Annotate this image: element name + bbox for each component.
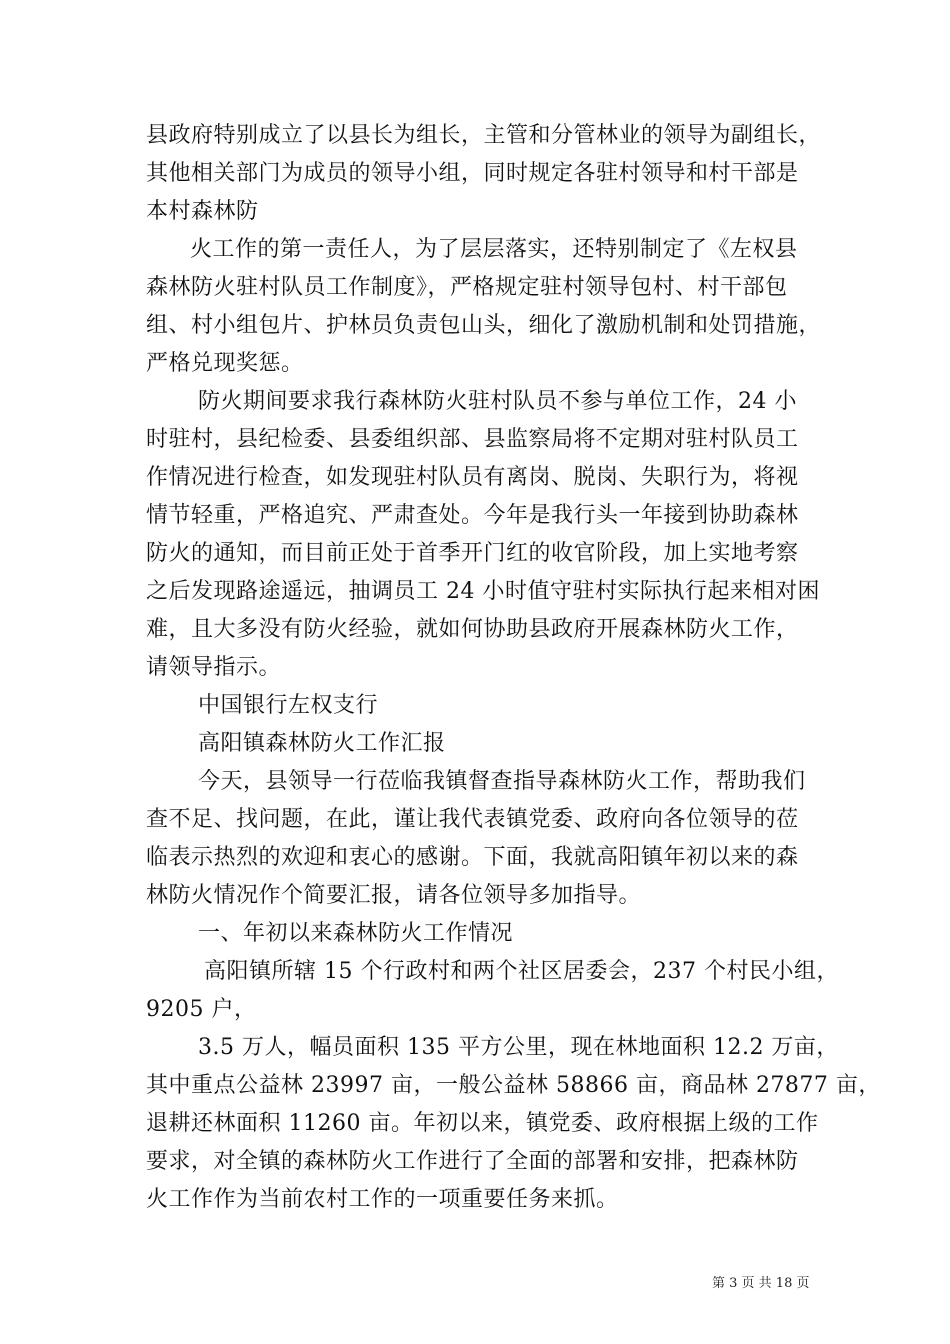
text-line: 火工作作为当前农村工作的一项重要任务来抓。 bbox=[146, 1187, 619, 1212]
text-line: 今天，县领导一行莅临我镇督查指导森林防火工作，帮助我们 bbox=[198, 769, 806, 794]
text-line: 其他相关部门为成员的领导小组，同时规定各驻村领导和村干部是 bbox=[146, 161, 799, 186]
text-line: 其中重点公益林 23997 亩，一般公益林 58866 亩，商品林 27877 亩， bbox=[146, 1073, 881, 1098]
page-number: 第 3 页 共 18 页 bbox=[712, 1276, 810, 1291]
text-line: 难，且大多没有防火经验，就如何协助县政府开展森林防火工作， bbox=[146, 617, 799, 642]
text-line: 退耕还林面积 11260 亩。年初以来，镇党委、政府根据上级的工作 bbox=[146, 1111, 819, 1136]
text-line: 查不足、找问题，在此，谨让我代表镇党委、政府向各位领导的莅 bbox=[146, 807, 799, 832]
text-line: 中国银行左权支行 bbox=[198, 693, 379, 718]
text-line: 作情况进行检查，如发现驻村队员有离岗、脱岗、失职行为，将视 bbox=[146, 465, 799, 490]
text-line: 防火的通知，而目前正处于首季开门红的收官阶段，加上实地考察 bbox=[146, 541, 799, 566]
text-line: 时驻村，县纪检委、县委组织部、县监察局将不定期对驻村队员工 bbox=[146, 427, 799, 452]
text-line: 火工作的第一责任人，为了层层落实，还特别制定了《左权县 bbox=[190, 237, 798, 262]
text-line: 高阳镇森林防火工作汇报 bbox=[198, 731, 446, 756]
text-line: 请领导指示。 bbox=[146, 655, 282, 680]
text-line: 县政府特别成立了以县长为组长，主管和分管林业的领导为副组长， bbox=[146, 123, 822, 148]
text-line: 防火期间要求我行森林防火驻村队员不参与单位工作，24 小 bbox=[198, 389, 797, 414]
text-line: 临表示热烈的欢迎和衷心的感谢。下面，我就高阳镇年初以来的森 bbox=[146, 845, 799, 870]
text-line: 3.5 万人，幅员面积 135 平方公里，现在林地面积 12.2 万亩， bbox=[198, 1035, 839, 1060]
text-line: 情节轻重，严格追究、严肃查处。今年是我行头一年接到协助森林 bbox=[146, 503, 799, 528]
text-line: 森林防火驻村队员工作制度》，严格规定驻村领导包村、村干部包 bbox=[146, 275, 788, 300]
text-line: 9205 户， bbox=[146, 997, 257, 1022]
text-line: 严格兑现奖惩。 bbox=[146, 351, 304, 376]
text-line: 本村森林防 bbox=[146, 199, 259, 224]
text-line: 高阳镇所辖 15 个行政村和两个社区居委会，237 个村民小组， bbox=[204, 959, 839, 984]
text-line: 之后发现路途遥远，抽调员工 24 小时值守驻村实际执行起来相对困 bbox=[146, 579, 820, 604]
text-line: 林防火情况作个简要汇报，请各位领导多加指导。 bbox=[146, 883, 642, 908]
text-line: 一、年初以来森林防火工作情况 bbox=[198, 921, 514, 946]
text-line: 组、村小组包片、护林员负责包山头，细化了激励机制和处罚措施， bbox=[146, 313, 822, 338]
text-line: 要求，对全镇的森林防火工作进行了全面的部署和安排，把森林防 bbox=[146, 1149, 799, 1174]
